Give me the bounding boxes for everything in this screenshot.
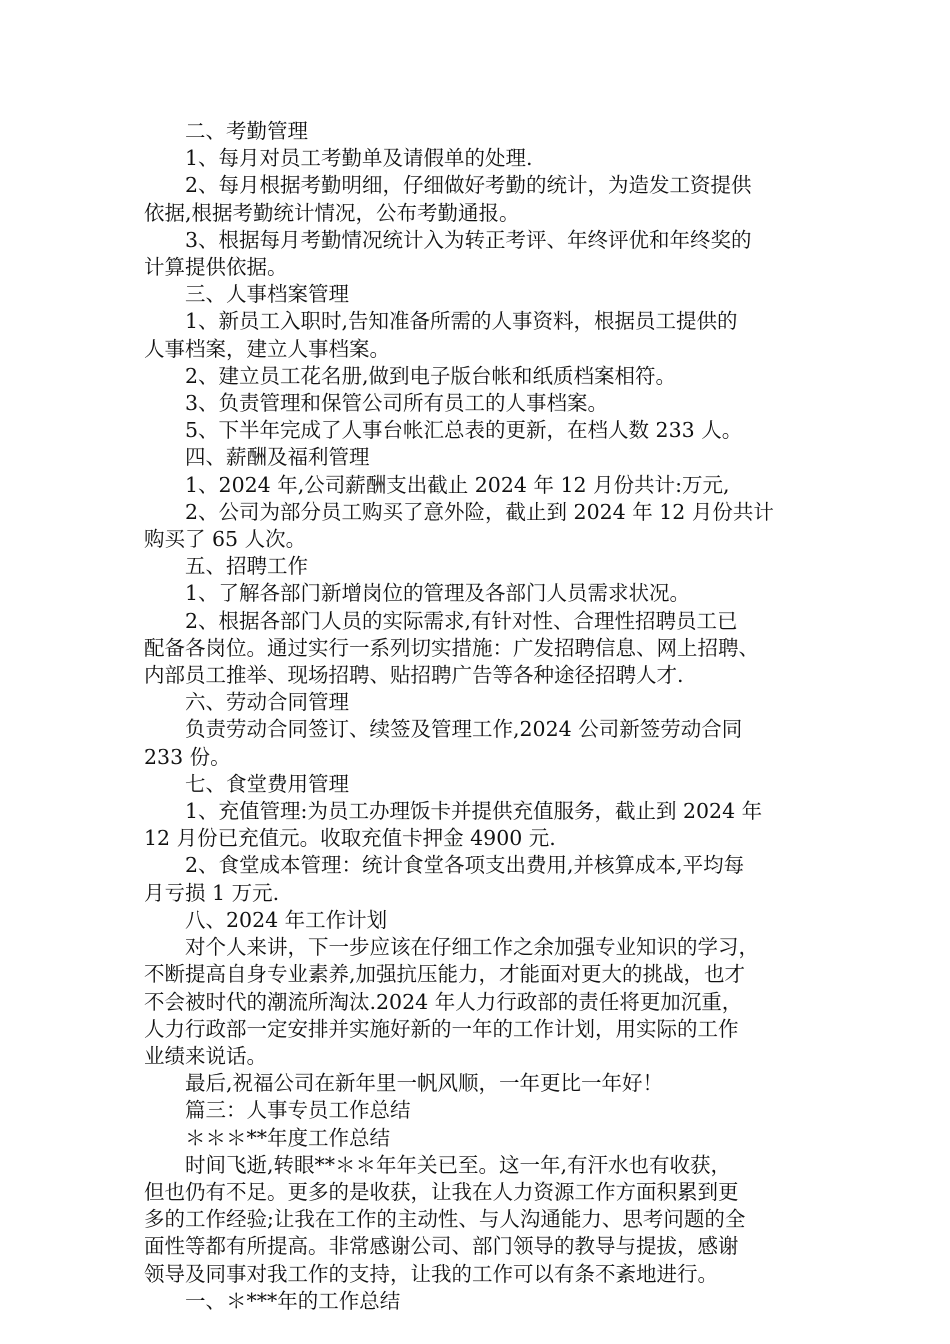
paragraph-line: 2、公司为部分员工购买了意外险，截止到 2024 年 12 月份共计 [185,499,774,524]
paragraph-line-continued: 计算提供依据。 [144,255,288,280]
paragraph-line-continued: 业绩来说话。 [144,1043,267,1068]
heading-canteen: 七、食堂费用管理 [185,771,349,796]
heading-labor-contract: 六、劳动合同管理 [185,690,349,715]
paragraph-line-continued: 12 月份已充值元。收取充值卡押金 4900 元. [144,826,556,851]
paragraph-line: 对个人来讲，下一步应该在仔细工作之余加强专业知识的学习， [185,935,759,960]
paragraph-line-continued: 内部员工推举、现场招聘、贴招聘广告等各种途径招聘人才. [144,663,684,688]
paragraph-line: 1、了解各部门新增岗位的管理及各部门人员需求状况。 [185,581,691,606]
paragraph-line: 2、根据各部门人员的实际需求,有针对性、合理性招聘员工已 [185,608,738,633]
paragraph-line: 负责劳动合同签订、续签及管理工作,2024 公司新签劳动合同 [185,717,743,742]
section-title: 篇三：人事专员工作总结 [185,1098,411,1123]
paragraph-line: 1、2024 年,公司薪酬支出截止 2024 年 12 月份共计:万元, [185,472,730,497]
heading-personnel-files: 三、人事档案管理 [185,282,349,307]
paragraph-line: 2、建立员工花名册,做到电子版台帐和纸质档案相符。 [185,363,677,388]
heading-work-plan: 八、2024 年工作计划 [185,907,388,932]
paragraph-line-continued: 购买了 65 人次。 [144,527,307,552]
paragraph-line: 3、负责管理和保管公司所有员工的人事档案。 [185,391,609,416]
paragraph-line-continued: 人事档案，建立人事档案。 [144,336,390,361]
paragraph-line: 3、根据每月考勤情况统计入为转正考评、年终评优和年终奖的 [185,227,752,252]
paragraph-line: 最后,祝福公司在新年里一帆风顺，一年更比一年好！ [185,1071,664,1096]
heading-attendance: 二、考勤管理 [185,119,308,143]
paragraph-line: 2、每月根据考勤明细，仔细做好考勤的统计，为造发工资提供 [185,173,752,198]
paragraph-line-continued: 但也仍有不足。更多的是收获，让我在人力资源工作方面积累到更 [144,1179,739,1204]
paragraph-line-continued: 不会被时代的潮流所淘汰.2024 年人力行政部的责任将更加沉重， [144,989,743,1014]
document-page [144,118,814,1315]
paragraph-line-continued: 面性等都有所提高。非常感谢公司、部门领导的教导与提拔，感谢 [144,1234,739,1259]
heading-annual-summary: 一、＊***年的工作总结 [185,1288,401,1313]
paragraph-line: 时间飞逝,转眼**＊＊年年关已至。这一年,有汗水也有收获， [185,1152,732,1177]
heading-compensation: 四、薪酬及福利管理 [185,445,370,470]
section-subtitle: ＊＊＊**年度工作总结 [185,1125,390,1150]
paragraph-line-continued: 不断提高自身专业素养,加强抗压能力，才能面对更大的挑战，也才 [144,962,746,987]
paragraph-line-continued: 233 份。 [144,744,231,769]
paragraph-line-continued: 月亏损 1 万元. [144,880,280,905]
heading-recruitment: 五、招聘工作 [185,554,308,579]
paragraph-line-continued: 领导及同事对我工作的支持，让我的工作可以有条不紊地进行。 [144,1261,718,1286]
paragraph-line: 1、每月对员工考勤单及请假单的处理. [185,146,533,171]
paragraph-line: 1、新员工入职时,告知准备所需的人事资料，根据员工提供的 [185,309,738,334]
paragraph-line-continued: 依据,根据考勤统计情况，公布考勤通报。 [144,200,520,225]
paragraph-line: 5、下半年完成了人事台帐汇总表的更新，在档人数 233 人。 [185,418,743,443]
paragraph-line-continued: 配备各岗位。通过实行一系列切实措施：广发招聘信息、网上招聘、 [144,635,759,660]
paragraph-line-continued: 人力行政部一定安排并实施好新的一年的工作计划，用实际的工作 [144,1016,739,1041]
paragraph-line: 2、食堂成本管理：统计食堂各项支出费用,并核算成本,平均每 [185,853,745,878]
paragraph-line-continued: 多的工作经验;让我在工作的主动性、与人沟通能力、思考问题的全 [144,1207,746,1232]
paragraph-line: 1、充值管理:为员工办理饭卡并提供充值服务，截止到 2024 年 [185,799,763,824]
